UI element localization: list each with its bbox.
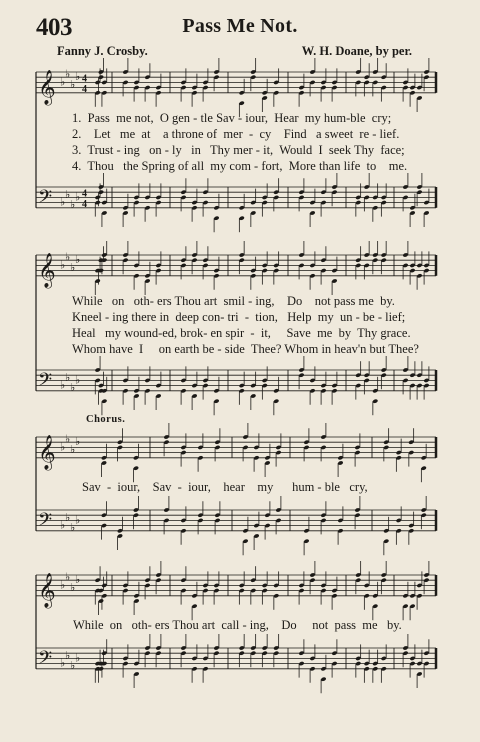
verse-1-line-a: 1. Pass me not, O gen - tle Sav - iour, Hear my hum-ble cry; [72, 111, 392, 125]
flat-icon: ♭ [60, 440, 66, 454]
verse-4-line-a: 4. Thou the Spring of all my com - fort, More than life to me. [72, 159, 408, 173]
treble-clef-icon: 𝄞 [38, 252, 56, 288]
flat-icon: ♭ [60, 75, 66, 89]
flat-icon: ♭ [60, 656, 66, 670]
flat-icon: ♭ [60, 578, 66, 592]
verse-2-line-b: Kneel - ing there in deep con- tri - tion, Help my un - be - lief; [72, 310, 406, 324]
flat-icon: ♭ [65, 432, 71, 446]
bass-clef-icon: 𝄢 [38, 647, 53, 673]
treble-clef-icon: 𝄞 [38, 69, 56, 105]
flat-icon: ♭ [70, 381, 76, 395]
chorus-label: Chorus. [86, 414, 126, 425]
flat-icon: ♭ [60, 378, 66, 392]
flat-icon: ♭ [75, 513, 81, 527]
treble-clef-icon: 𝄞 [38, 434, 56, 470]
time-signature: 4 [82, 188, 87, 200]
flat-icon: ♭ [70, 659, 76, 673]
lyricist-credit: Fanny J. Crosby. [57, 44, 148, 58]
flat-icon: ♭ [75, 70, 81, 84]
flat-icon: ♭ [75, 573, 81, 587]
flat-icon: ♭ [65, 67, 71, 81]
bass-clef-icon: 𝄢 [38, 509, 53, 535]
flat-icon: ♭ [60, 518, 66, 532]
flat-icon: ♭ [65, 250, 71, 264]
flat-icon: ♭ [70, 443, 76, 456]
flat-icon: ♭ [65, 187, 71, 201]
flat-icon: ♭ [70, 198, 76, 212]
verse-3-line-b: Heal my wound-ed, brok- en spir - it, Save me by Thy grace. [72, 326, 411, 340]
bass-clef-icon: 𝄢 [38, 186, 53, 212]
hymn-title: Pass Me Not. [182, 15, 298, 37]
verse-3-line-a: 3. Trust - ing on - ly in Thy mer - it, Would I seek Thy face; [72, 143, 405, 157]
chorus-line-2: While on oth- ers Thou art call - ing, Do not pass me by. [73, 618, 402, 632]
bass-clef-icon: 𝄢 [38, 369, 53, 395]
verse-4-line-b: Whom have I on earth be - side Thee? Whom in heav'n but Thee? [72, 342, 419, 356]
flat-icon: ♭ [70, 261, 76, 274]
flat-icon: ♭ [70, 581, 76, 594]
flat-icon: ♭ [60, 258, 66, 272]
composer-credit: W. H. Doane, by per. [301, 44, 412, 58]
flat-icon: ♭ [65, 648, 71, 662]
time-signature: 4 [82, 83, 87, 95]
chorus-line-1: Sav - iour, Sav - iour, hear my hum - ble cry, [82, 480, 368, 494]
flat-icon: ♭ [75, 190, 81, 204]
flat-icon: ♭ [65, 510, 71, 524]
flat-icon: ♭ [60, 195, 66, 209]
flat-icon: ♭ [75, 253, 81, 267]
flat-icon: ♭ [70, 521, 76, 535]
flat-icon: ♭ [65, 370, 71, 384]
time-signature: 4 [82, 198, 87, 210]
time-signature: 4 [82, 73, 87, 85]
flat-icon: ♭ [75, 373, 81, 387]
verse-2-line-a: 2. Let me at a throne of mer - cy Find a sweet re - lief. [72, 127, 400, 141]
page-number: 403 [36, 14, 72, 41]
flat-icon: ♭ [75, 651, 81, 665]
flat-icon: ♭ [65, 570, 71, 584]
flat-icon: ♭ [75, 435, 81, 449]
verse-1-line-b: While on oth- ers Thou art smil - ing, Do not pass me by. [72, 294, 395, 308]
flat-icon: ♭ [70, 78, 76, 91]
treble-clef-icon: 𝄞 [38, 572, 56, 608]
